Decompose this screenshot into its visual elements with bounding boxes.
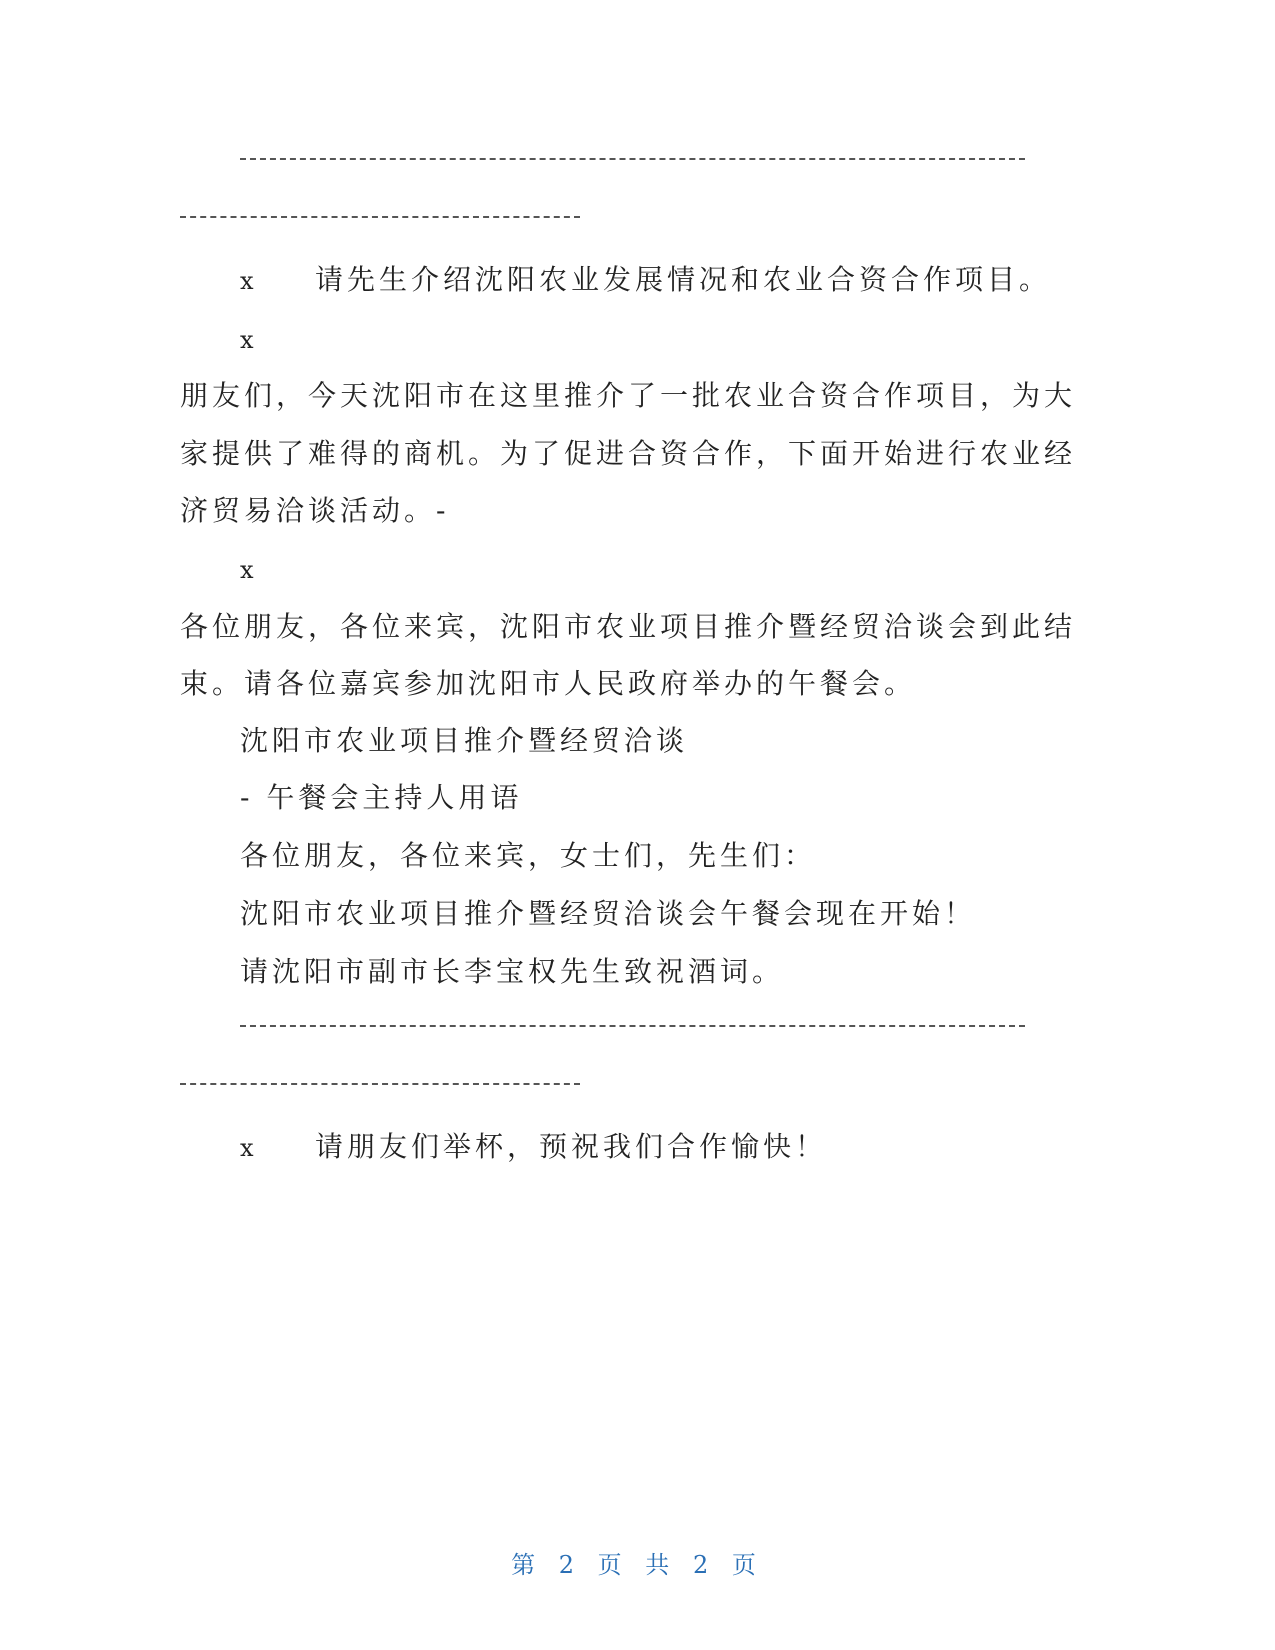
item-marker: x [240,267,254,295]
item-text: 请朋友们举杯，预祝我们合作愉快！ [315,1130,828,1163]
dashed-separator-1a [240,158,1025,160]
speech-line: 各位朋友，各位来宾，女士们，先生们： [240,839,817,872]
dashed-separator-1b [180,216,580,218]
item-marker: x [240,326,254,354]
paragraph-line: 各位朋友，各位来宾，沈阳市农业项目推介暨经贸洽谈会到此结 [180,610,1077,643]
page-number-footer: 第 2 页 共 2 页 [511,1551,764,1579]
section-title: 沈阳市农业项目推介暨经贸洽谈 [240,724,689,757]
dashed-separator-2a [240,1025,1025,1027]
paragraph-line: 济贸易洽谈活动。- [180,494,450,527]
dashed-separator-2b [180,1083,580,1085]
paragraph-line: 家提供了难得的商机。为了促进合资合作，下面开始进行农业经 [180,437,1077,470]
speech-line: 沈阳市农业项目推介暨经贸洽谈会午餐会现在开始！ [240,897,977,930]
paragraph-line: 束。请各位嘉宾参加沈阳市人民政府举办的午餐会。 [180,667,917,700]
section-subtitle: - 午餐会主持人用语 [240,781,523,814]
item-marker: x [240,1134,254,1162]
item-marker: x [240,556,254,584]
paragraph-line: 朋友们，今天沈阳市在这里推介了一批农业合资合作项目，为大 [180,379,1077,412]
speech-line: 请沈阳市副市长李宝权先生致祝酒词。 [240,955,785,988]
item-text: 请先生介绍沈阳农业发展情况和农业合资合作项目。 [315,263,1052,296]
